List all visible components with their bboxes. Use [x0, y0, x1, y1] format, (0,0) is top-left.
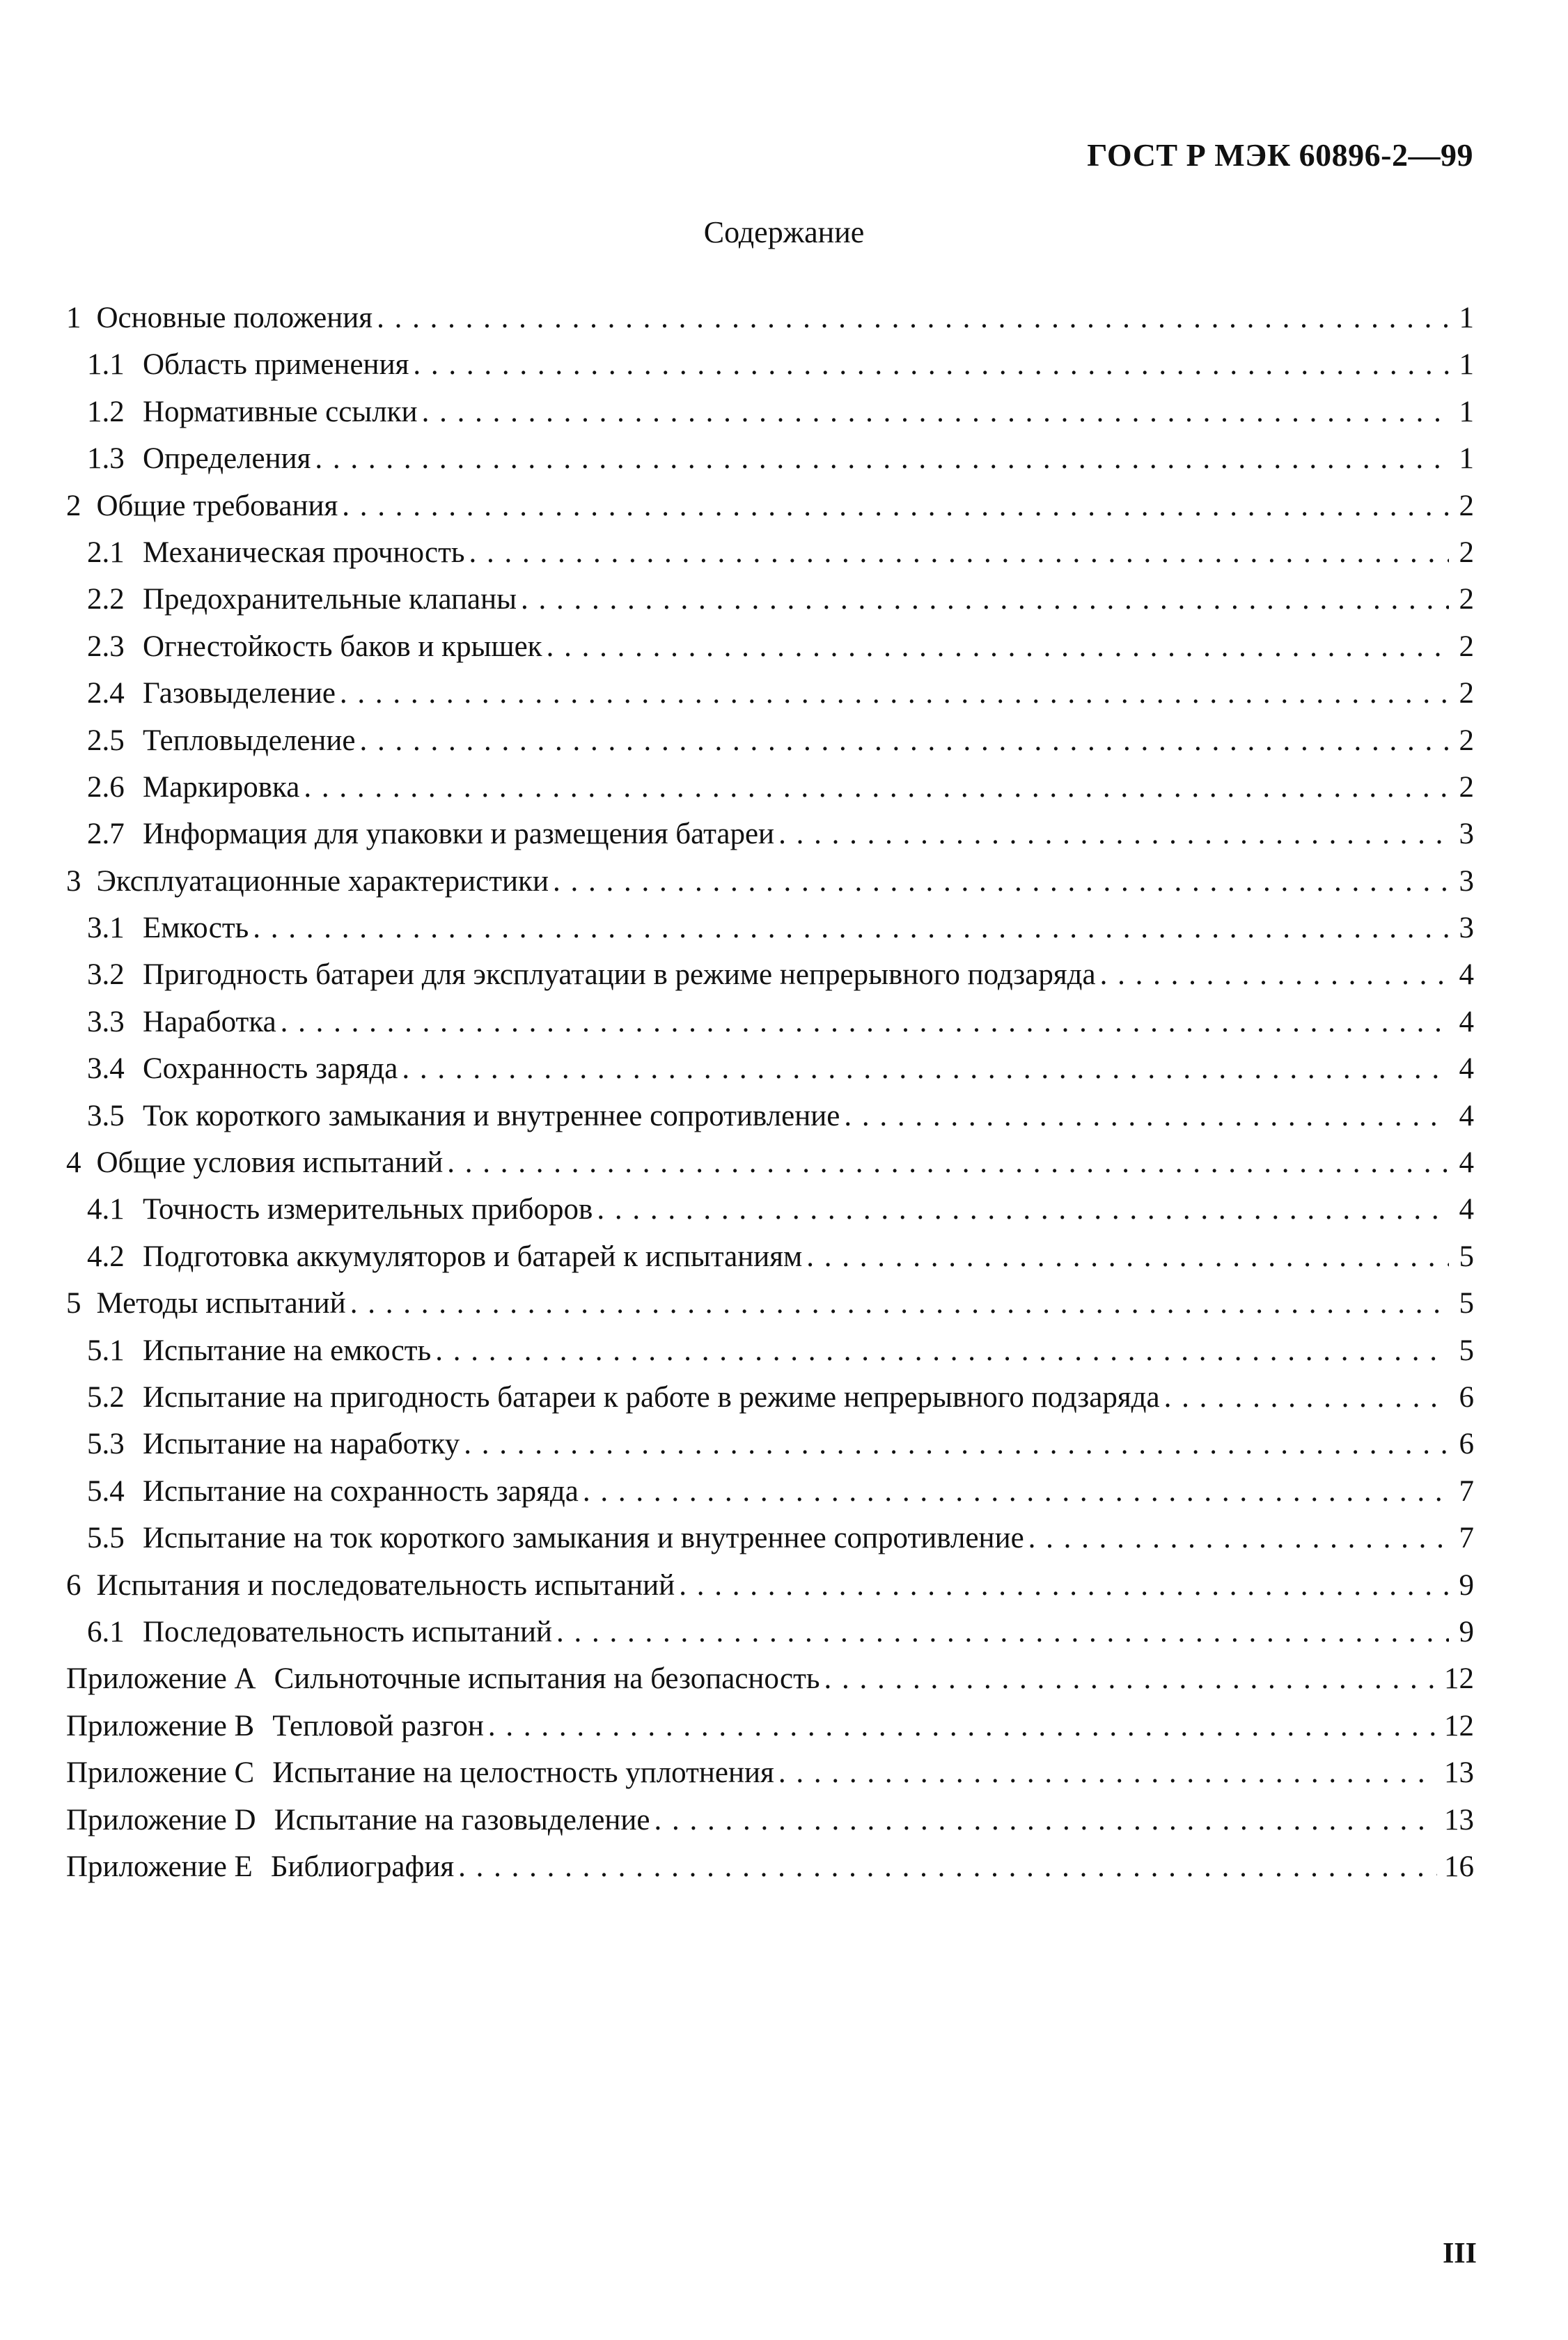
toc-entry-page: 2 — [1459, 489, 1474, 522]
toc-entry-page: 13 — [1444, 1756, 1474, 1790]
toc-dot-leader — [547, 623, 1449, 670]
toc-entry-title: Тепловой разгон — [272, 1709, 484, 1742]
toc-dot-leader — [597, 1186, 1449, 1233]
toc-entry-title: Общие требования — [96, 489, 338, 522]
toc-entry[interactable] — [66, 1280, 1474, 1327]
toc-dot-leader — [654, 1797, 1437, 1843]
toc-entry-number: 1 — [66, 302, 81, 334]
toc-entry-number: 3.3 — [87, 1005, 125, 1038]
toc-dot-leader — [1100, 951, 1449, 998]
toc-entry-page: 7 — [1459, 1474, 1474, 1508]
toc-entry[interactable] — [66, 951, 1474, 998]
toc-entry-title: Испытание на целостность уплотнения — [272, 1756, 774, 1790]
toc-entry-page: 7 — [1459, 1522, 1474, 1555]
toc-entry-title: Емкость — [143, 912, 249, 945]
toc-entry-page: 2 — [1459, 630, 1474, 663]
page-number: III — [1442, 2238, 1477, 2270]
toc-entry-number: 3 — [66, 864, 81, 898]
toc-appendix-entry[interactable] — [66, 1749, 1474, 1796]
toc-dot-leader — [315, 435, 1449, 482]
toc-dot-leader — [402, 1045, 1449, 1092]
toc-entry[interactable] — [66, 295, 1474, 341]
toc-appendix-entry[interactable] — [66, 1703, 1474, 1749]
toc-entry-page: 2 — [1459, 770, 1474, 804]
toc-entry-number: 2.3 — [87, 630, 125, 663]
toc-entry-title: Пригодность батареи для эксплуатации в режиме непрерывного подзаряда — [143, 958, 1096, 992]
toc-entry-page: 3 — [1459, 864, 1474, 898]
toc-appendix-entry[interactable] — [66, 1797, 1474, 1843]
toc-entry-title: Испытания и последовательность испытаний — [96, 1568, 675, 1602]
toc-dot-leader — [488, 1703, 1437, 1749]
toc-entry-number: 6 — [66, 1568, 81, 1602]
toc-entry-page: 9 — [1459, 1615, 1474, 1648]
toc-dot-leader — [340, 670, 1449, 717]
toc-dot-leader — [824, 1655, 1437, 1702]
toc-entry-number: 2.2 — [87, 583, 125, 616]
toc-dot-leader — [304, 764, 1449, 811]
toc-entry-page: 5 — [1459, 1334, 1474, 1367]
toc-entry-page: 13 — [1444, 1803, 1474, 1836]
toc-entry-title: Механическая прочность — [143, 536, 465, 569]
toc-entry-title: Тепловыделение — [143, 724, 356, 757]
toc-entry-title: Испытание на пригодность батареи к работе в режиме непрерывного подзаряда — [143, 1380, 1160, 1414]
toc-appendix-entry[interactable] — [66, 1843, 1474, 1890]
toc-entry-page: 5 — [1459, 1287, 1474, 1320]
toc-entry-title: Испытание на ток короткого замыкания и внутреннее сопротивление — [143, 1522, 1024, 1555]
toc-entry-page: 6 — [1459, 1380, 1474, 1414]
toc-entry-title: Методы испытаний — [96, 1287, 346, 1320]
toc-entry-number: 3.1 — [87, 912, 125, 945]
toc-dot-leader — [778, 1749, 1437, 1796]
toc-entry[interactable] — [66, 905, 1474, 951]
table-of-contents — [66, 295, 1474, 1890]
toc-entry-page: 1 — [1459, 348, 1474, 382]
toc-entry[interactable] — [66, 764, 1474, 811]
toc-entry-page: 4 — [1459, 1099, 1474, 1132]
toc-entry-page: 1 — [1459, 395, 1474, 428]
toc-entry-title: Эксплуатационные характеристики — [96, 864, 549, 898]
toc-entry-title: Испытание на газовыделение — [274, 1803, 650, 1836]
toc-entry[interactable] — [66, 1421, 1474, 1467]
toc-entry-page: 16 — [1444, 1850, 1474, 1883]
toc-entry-number: 2.6 — [87, 770, 125, 804]
toc-entry-number: 5.1 — [87, 1334, 125, 1367]
toc-entry-page: 2 — [1459, 583, 1474, 616]
toc-entry-title: Нормативные ссылки — [143, 395, 418, 428]
toc-heading: Содержание — [703, 215, 865, 249]
toc-entry-title: Общие условия испытаний — [96, 1146, 444, 1180]
toc-entry-page: 5 — [1459, 1240, 1474, 1273]
toc-entry-number: Приложение C — [66, 1756, 255, 1790]
toc-entry-number: 1.3 — [87, 442, 125, 476]
toc-entry-title: Определения — [143, 442, 311, 476]
toc-entry-page: 4 — [1459, 1052, 1474, 1086]
toc-entry-number: 5.5 — [87, 1522, 125, 1555]
toc-entry-title: Маркировка — [143, 770, 300, 804]
toc-dot-leader — [556, 1609, 1449, 1655]
toc-entry-title: Наработка — [143, 1005, 276, 1038]
toc-entry[interactable] — [66, 435, 1474, 482]
toc-entry-number: 6.1 — [87, 1615, 125, 1648]
toc-entry-page: 3 — [1459, 912, 1474, 945]
toc-entry-page: 1 — [1459, 302, 1474, 334]
toc-entry-title: Газовыделение — [143, 677, 336, 710]
toc-entry-number: 1.1 — [87, 348, 125, 382]
toc-entry-number: 4.2 — [87, 1240, 125, 1273]
toc-entry[interactable] — [66, 1515, 1474, 1561]
toc-entry[interactable] — [66, 717, 1474, 764]
toc-entry-page: 12 — [1444, 1709, 1474, 1742]
toc-entry-title: Предохранительные клапаны — [143, 583, 517, 616]
toc-entry-title: Испытание на наработку — [143, 1428, 460, 1461]
toc-entry[interactable] — [66, 999, 1474, 1045]
toc-entry[interactable] — [66, 1093, 1474, 1139]
toc-dot-leader — [469, 529, 1449, 576]
toc-dot-leader — [844, 1093, 1449, 1139]
toc-entry-number: 2.4 — [87, 677, 125, 710]
toc-entry[interactable] — [66, 670, 1474, 717]
toc-entry[interactable] — [66, 341, 1474, 388]
toc-entry-title: Основные положения — [96, 302, 373, 334]
toc-dot-leader — [350, 1280, 1449, 1327]
toc-entry-title: Информация для упаковки и размещения батареи — [143, 818, 775, 851]
toc-dot-leader — [1028, 1515, 1449, 1561]
toc-entry[interactable] — [66, 529, 1474, 576]
toc-entry-number: 3.2 — [87, 958, 125, 992]
toc-dot-leader — [447, 1139, 1449, 1186]
toc-entry-page: 2 — [1459, 536, 1474, 569]
toc-entry[interactable] — [66, 1233, 1474, 1280]
toc-entry-title: Ток короткого замыкания и внутреннее сопротивление — [143, 1099, 840, 1132]
toc-entry-page: 6 — [1459, 1428, 1474, 1461]
toc-entry[interactable] — [66, 1186, 1474, 1233]
toc-entry[interactable] — [66, 858, 1474, 905]
toc-entry[interactable] — [66, 623, 1474, 670]
toc-entry-number: 5 — [66, 1287, 81, 1320]
toc-entry-title: Испытание на сохранность заряда — [143, 1474, 579, 1508]
toc-dot-leader — [806, 1233, 1449, 1280]
toc-dot-leader — [281, 999, 1449, 1045]
toc-entry-page: 2 — [1459, 724, 1474, 757]
toc-entry-page: 4 — [1459, 1193, 1474, 1226]
toc-entry[interactable] — [66, 576, 1474, 623]
toc-dot-leader — [377, 295, 1449, 341]
toc-entry-number: Приложение D — [66, 1803, 256, 1836]
toc-dot-leader — [553, 858, 1449, 905]
toc-dot-leader — [521, 576, 1449, 623]
document-code: ГОСТ Р МЭК 60896-2—99 — [1087, 137, 1473, 173]
toc-entry-page: 12 — [1444, 1662, 1474, 1696]
toc-entry-page: 4 — [1459, 1146, 1474, 1180]
toc-dot-leader — [413, 341, 1449, 388]
toc-entry-number: 1.2 — [87, 395, 125, 428]
toc-entry[interactable] — [66, 1139, 1474, 1186]
toc-entry-number: 3.5 — [87, 1099, 125, 1132]
toc-entry-number: 2.1 — [87, 536, 125, 569]
toc-entry-title: Подготовка аккумуляторов и батарей к испытаниям — [143, 1240, 803, 1273]
toc-dot-leader — [464, 1421, 1449, 1467]
toc-dot-leader — [1164, 1374, 1449, 1421]
toc-entry-number: 2 — [66, 489, 81, 522]
toc-dot-leader — [583, 1468, 1449, 1515]
toc-entry-number: 3.4 — [87, 1052, 125, 1086]
toc-entry-number: Приложение A — [66, 1662, 256, 1696]
toc-entry-title: Область применения — [143, 348, 409, 382]
toc-entry-page: 4 — [1459, 1005, 1474, 1038]
toc-entry-number: 2.7 — [87, 818, 125, 851]
toc-entry-number: 2.5 — [87, 724, 125, 757]
toc-appendix-entry[interactable] — [66, 1655, 1474, 1702]
toc-entry-page: 2 — [1459, 677, 1474, 710]
toc-entry[interactable] — [66, 811, 1474, 857]
toc-entry-page: 9 — [1459, 1568, 1474, 1602]
toc-dot-leader — [253, 905, 1449, 951]
toc-dot-leader — [458, 1843, 1437, 1890]
toc-entry[interactable] — [66, 1562, 1474, 1609]
toc-entry-title: Библиография — [270, 1850, 455, 1883]
toc-entry-number: 5.3 — [87, 1428, 125, 1461]
toc-entry-number: 5.4 — [87, 1474, 125, 1508]
toc-entry-title: Огнестойкость баков и крышек — [143, 630, 542, 663]
toc-entry-number: 5.2 — [87, 1380, 125, 1414]
toc-entry-title: Сохранность заряда — [143, 1052, 398, 1086]
toc-dot-leader — [778, 811, 1449, 857]
toc-dot-leader — [679, 1562, 1449, 1609]
toc-entry-page: 4 — [1459, 958, 1474, 992]
toc-entry-title: Последовательность испытаний — [143, 1615, 552, 1648]
toc-entry[interactable] — [66, 389, 1474, 435]
toc-entry-number: 4 — [66, 1146, 81, 1180]
toc-entry-title: Точность измерительных приборов — [143, 1193, 593, 1226]
toc-entry[interactable] — [66, 1374, 1474, 1421]
toc-entry-page: 1 — [1459, 442, 1474, 476]
toc-dot-leader — [435, 1327, 1449, 1374]
toc-dot-leader — [422, 389, 1449, 435]
toc-entry-number: Приложение E — [66, 1850, 253, 1883]
toc-dot-leader — [360, 717, 1450, 764]
toc-dot-leader — [342, 483, 1449, 529]
toc-entry[interactable] — [66, 1609, 1474, 1655]
toc-entry[interactable] — [66, 1327, 1474, 1374]
toc-entry[interactable] — [66, 1468, 1474, 1515]
toc-entry-number: Приложение B — [66, 1709, 255, 1742]
toc-entry[interactable] — [66, 483, 1474, 529]
toc-entry-title: Испытание на емкость — [143, 1334, 432, 1367]
toc-entry-title: Сильноточные испытания на безопасность — [274, 1662, 820, 1696]
toc-entry-number: 4.1 — [87, 1193, 125, 1226]
toc-entry[interactable] — [66, 1045, 1474, 1092]
toc-entry-page: 3 — [1459, 818, 1474, 851]
